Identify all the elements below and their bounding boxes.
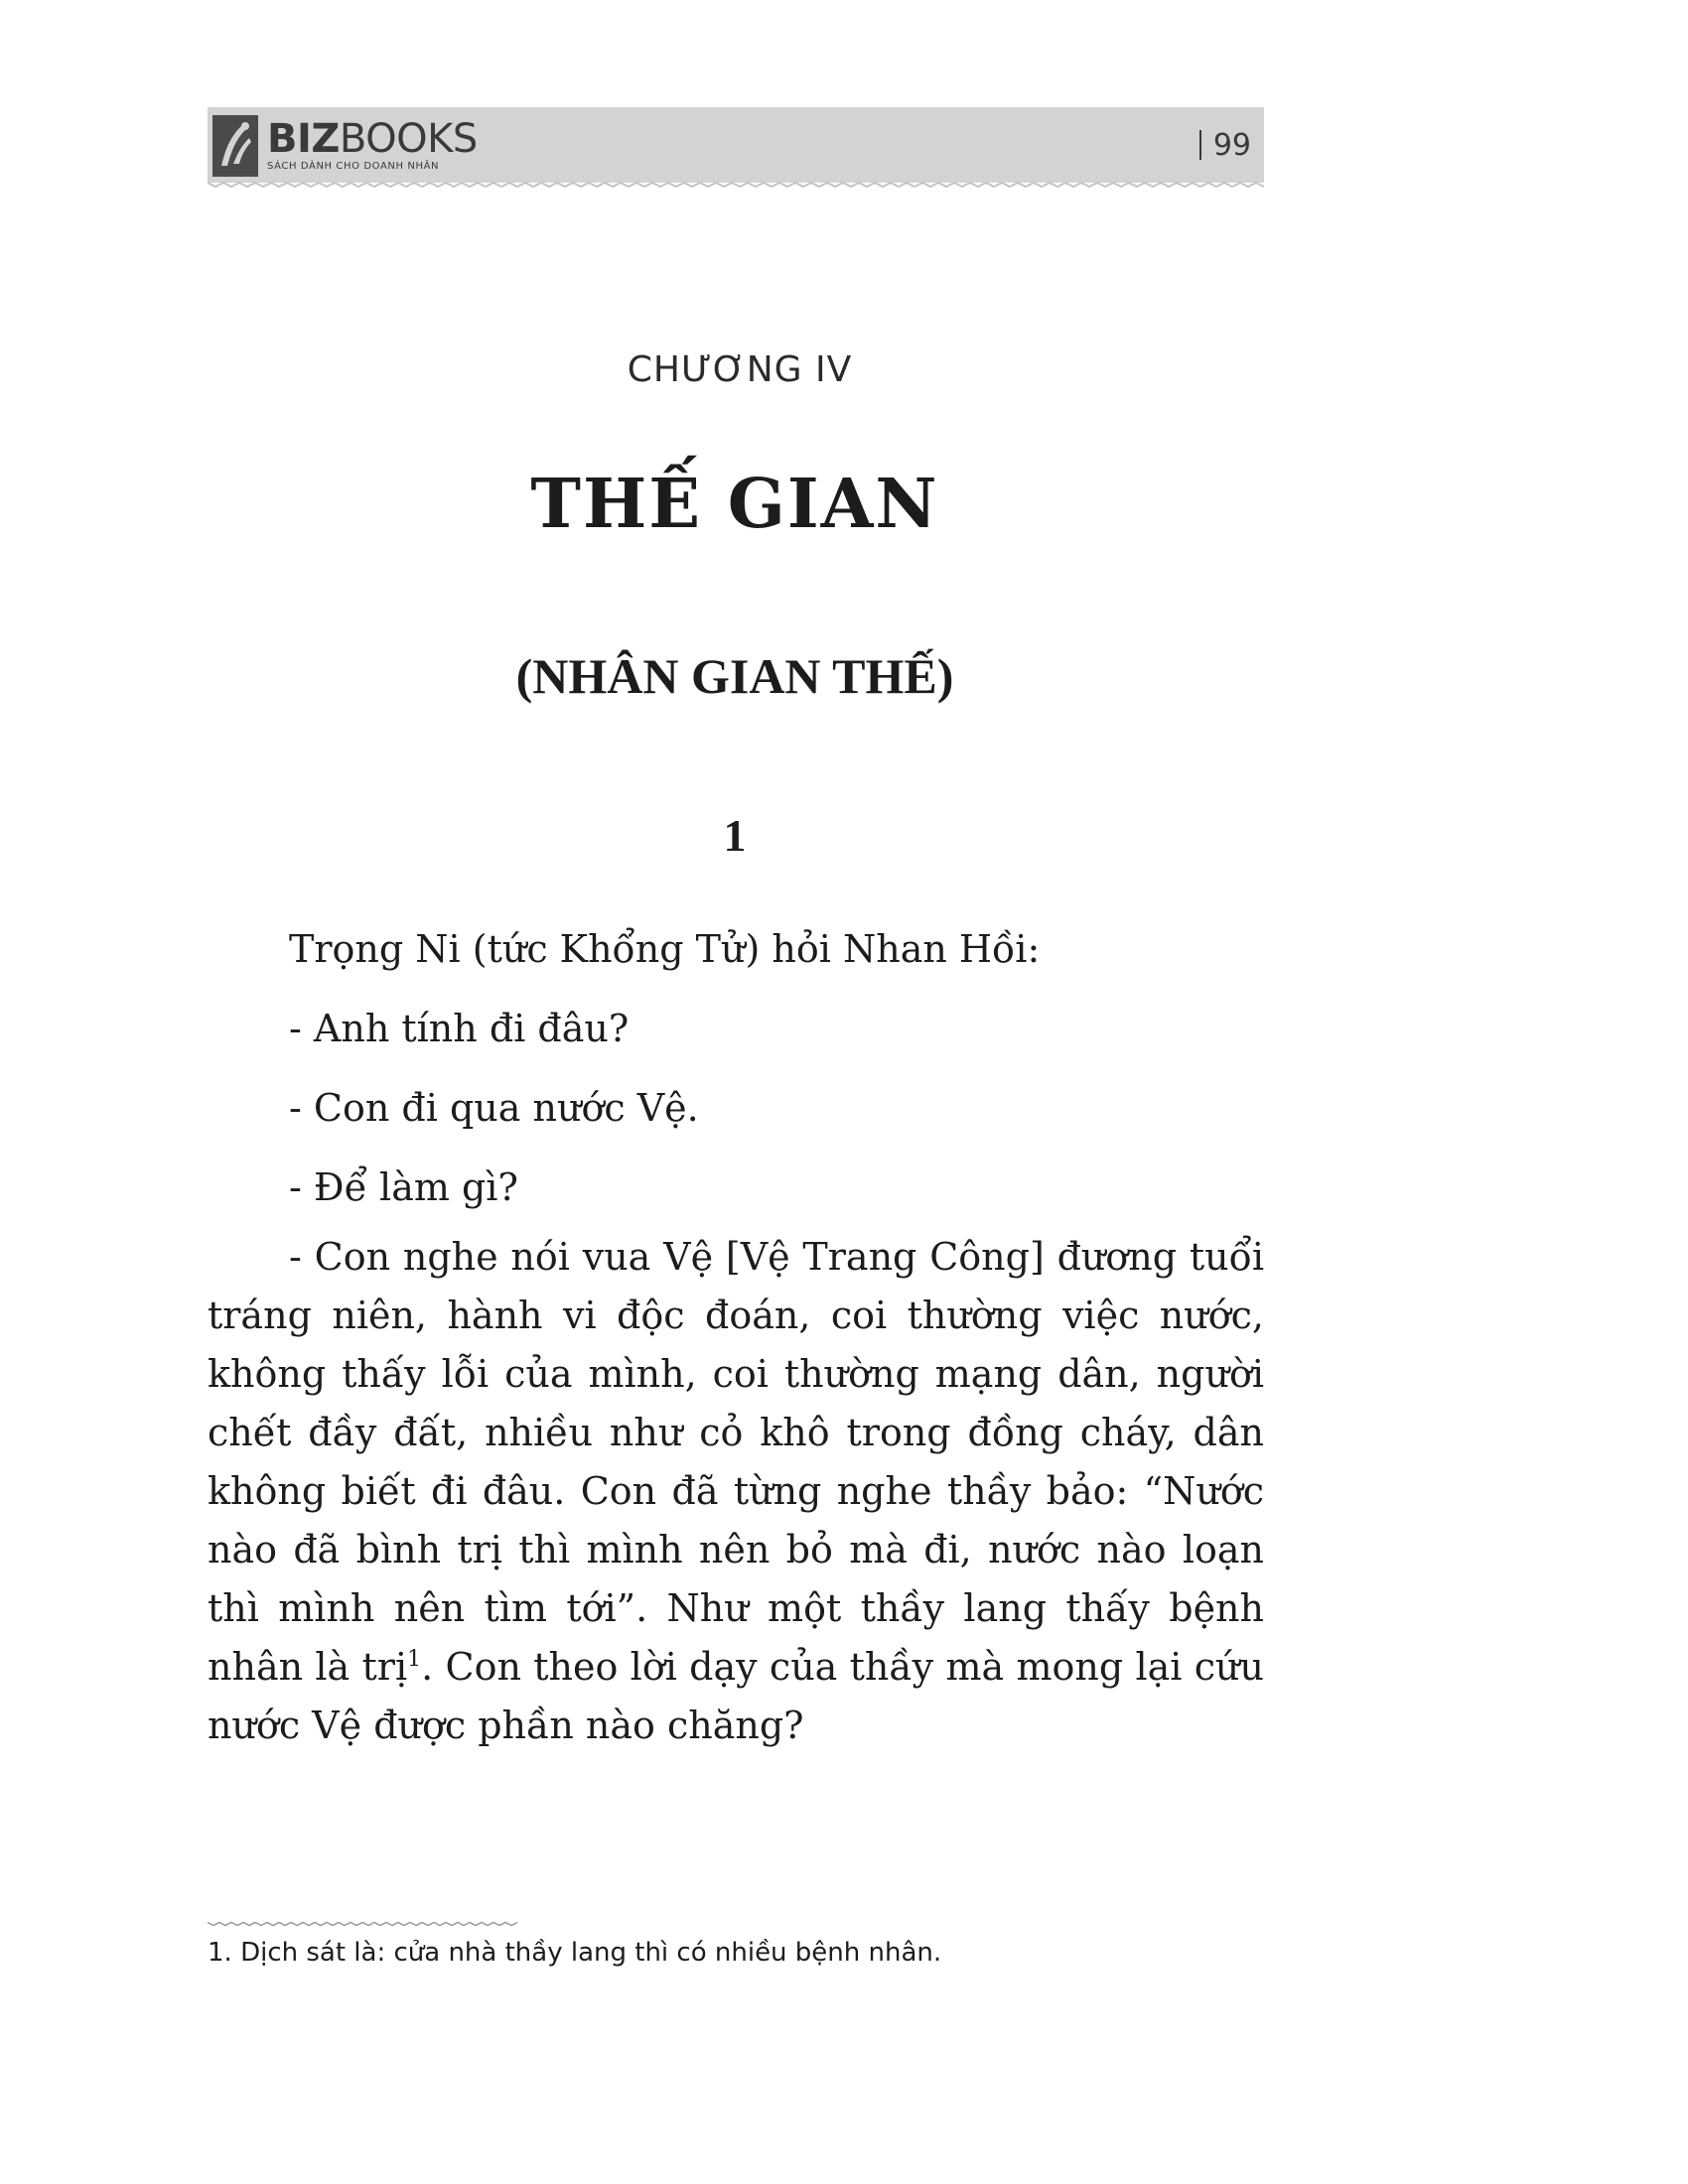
logo-wordmark-regular: BOOKS	[339, 116, 478, 162]
chapter-title: THẾ GIAN	[530, 465, 939, 544]
body-paragraph	[208, 1228, 1264, 1755]
footnote-reference: 1	[407, 1647, 422, 1672]
paragraph-text: . Con theo lời dạy của thầy mà mong lại cứu nước Vệ được phần nào chăng?	[208, 1645, 1264, 1747]
publisher-logo	[211, 113, 478, 179]
section-number: 1	[723, 810, 747, 861]
chapter-label: CHƯƠNG IV	[627, 349, 853, 390]
page-number-value: 99	[1212, 128, 1251, 163]
header-zigzag-border	[208, 181, 1264, 189]
body-line: Trọng Ni (tức Khổng Tử) hỏi Nhan Hồi:	[289, 927, 1041, 971]
footnote-divider	[208, 1921, 519, 1927]
body-line: - Anh tính đi đâu?	[289, 1007, 630, 1050]
paragraph-text: - Con nghe nói vua Vệ [Vệ Trang Công] đương tuổi tráng niên, hành vi độc đoán, coi thường việc nước, không thấy lỗi của mình, coi thường mạng dân, người chết đầy đất, nhiều như cỏ khô trong đồng cháy, dân không biết đi đâu. Con đã từng nghe thầy bảo: “Nước nào đã bình trị thì mình nên bỏ mà đi, nước nào loạn thì mình nên tìm tới”. Như một thầy lang thấy bệnh nhân là trị	[208, 1235, 1264, 1689]
logo-wordmark-bold: BIZ	[267, 116, 340, 162]
body-line: - Để làm gì?	[289, 1165, 518, 1209]
chapter-subtitle: (NHÂN GIAN THẾ)	[515, 648, 954, 704]
logo-wordmark	[267, 118, 478, 160]
bizbooks-logo-icon	[211, 114, 259, 178]
footnote: 1. Dịch sát là: cửa nhà thầy lang thì có nhiều bệnh nhân.	[208, 1938, 942, 1968]
body-text	[208, 909, 1264, 1755]
page-number	[1199, 129, 1251, 163]
page-number-separator	[1199, 130, 1201, 160]
body-line: - Con đi qua nước Vệ.	[289, 1086, 699, 1130]
logo-tagline: SÁCH DÀNH CHO DOANH NHÂN	[267, 161, 440, 172]
